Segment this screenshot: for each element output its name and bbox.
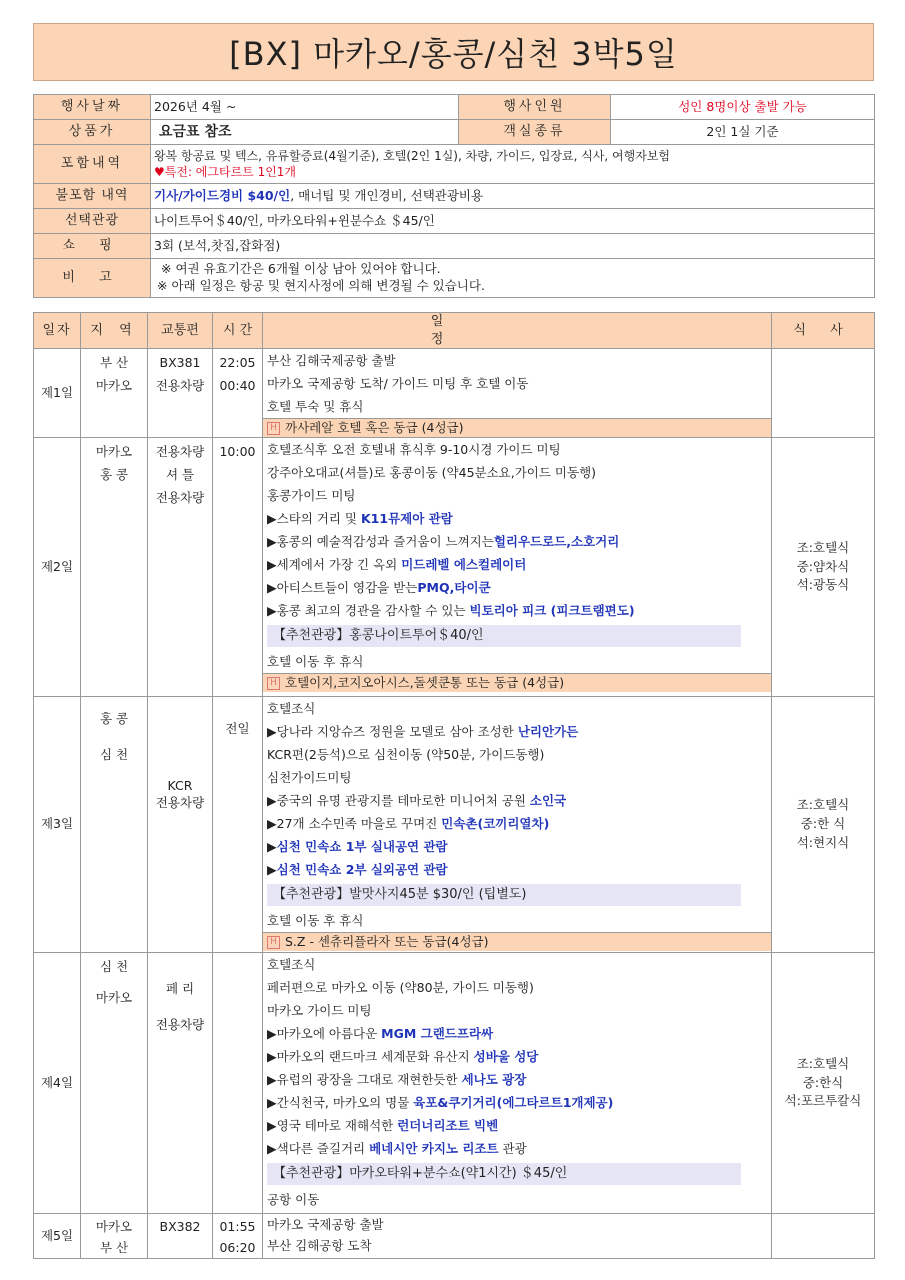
time: 06:20 bbox=[219, 1240, 256, 1256]
header-time: 시 간 bbox=[213, 313, 263, 349]
region: 홍 콩 bbox=[99, 467, 129, 483]
price-value: 요금표 참조 bbox=[151, 120, 459, 145]
schedule-bullet: ▶홍콩의 예술적감성과 즐거움이 느껴지는헐리우드로드,소호거리 bbox=[267, 534, 620, 550]
schedule-line: 강주아오대교(셔틀)로 홍콩이동 (약45분소요,가이드 미동행) bbox=[267, 465, 597, 481]
region-cell bbox=[81, 697, 148, 953]
region: 홍 콩 bbox=[99, 711, 129, 727]
meal: 중:한 식 bbox=[800, 816, 846, 832]
time-cell bbox=[213, 697, 263, 953]
schedule-line: 부산 김해국제공항 출발 bbox=[267, 353, 396, 369]
schedule-cell bbox=[263, 349, 772, 438]
pax-label: 행사인원 bbox=[459, 95, 611, 120]
region: 부 산 bbox=[99, 355, 129, 371]
region: 마카오 bbox=[95, 444, 133, 460]
hotel-icon: H bbox=[267, 677, 280, 690]
region: 심 천 bbox=[99, 959, 129, 975]
note-cell bbox=[151, 259, 875, 298]
transport: BX382 bbox=[159, 1219, 201, 1235]
schedule-line: 호텔조식 bbox=[267, 701, 316, 717]
note-2: ※ 아래 일정은 항공 및 현지사정에 의해 변경될 수 있습니다. bbox=[157, 278, 485, 293]
schedule-line: 호텔 이동 후 휴식 bbox=[267, 913, 364, 929]
meal: 석:포르투칼식 bbox=[784, 1093, 862, 1109]
time: 전일 bbox=[225, 721, 250, 737]
price-label: 상품가 bbox=[34, 120, 151, 145]
note-1: ※ 여권 유효기간은 6개월 이상 남아 있어야 합니다. bbox=[161, 261, 441, 277]
include-cell bbox=[151, 145, 875, 184]
schedule-bullet: ▶당나라 지앙슈즈 정원을 모델로 삼아 조성한 난리안가든 bbox=[267, 724, 579, 740]
meal-cell bbox=[772, 953, 875, 1214]
schedule-line: 공항 이동 bbox=[267, 1192, 320, 1208]
header-region: 지 역 bbox=[81, 313, 148, 349]
transport-cell bbox=[148, 697, 213, 953]
schedule-bullet: ▶스타의 거리 및 K11뮤제아 관람 bbox=[267, 511, 453, 527]
shopping-value: 3회 (보석,찻집,잡화점) bbox=[151, 234, 875, 259]
time: 01:55 bbox=[219, 1219, 256, 1235]
day-row bbox=[34, 1214, 875, 1259]
header-day: 일자 bbox=[34, 313, 81, 349]
day-label: 제4일 bbox=[34, 953, 81, 1214]
exclude-highlight: 기사/가이드경비 $40/인 bbox=[154, 187, 291, 203]
exclude-rest: , 매너팁 및 개인경비, 선택관광비용 bbox=[290, 187, 484, 203]
schedule-bullet: ▶홍콩 최고의 경관을 감사할 수 있는 빅토리아 피크 (피크트램편도) bbox=[267, 603, 635, 619]
room-label: 객실종류 bbox=[459, 120, 611, 145]
meal: 석:광동식 bbox=[796, 577, 850, 593]
hotel-name: S.Z - 센츄리플라자 또는 동급(4성급) bbox=[285, 934, 489, 950]
header-meal: 식 사 bbox=[772, 313, 875, 349]
day-label: 제5일 bbox=[34, 1214, 81, 1259]
date-label: 행사날짜 bbox=[34, 95, 151, 120]
header-schedule: 일 정 bbox=[263, 313, 772, 349]
room-value: 2인 1실 기준 bbox=[611, 120, 875, 145]
recommended-tour: 【추천관광】발맛사지45분 $30/인 (팁별도) bbox=[267, 884, 741, 906]
schedule-line: KCR편(2등석)으로 심천이동 (약50분, 가이드동행) bbox=[267, 747, 545, 763]
include-special: ♥특전: 에그타르트 1인1개 bbox=[154, 165, 297, 179]
day-row bbox=[34, 953, 875, 1214]
transport-cell bbox=[148, 1214, 213, 1259]
hotel-line bbox=[263, 673, 771, 692]
include-value: 왕복 항공료 및 텍스, 유류할증료(4월기준), 호텔(2인 1실), 차량, 가이드, 입장료, 식사, 여행자보험 bbox=[154, 148, 671, 163]
recommended-tour: 【추천관광】홍콩나이트투어＄40/인 bbox=[267, 625, 741, 647]
time-cell bbox=[213, 349, 263, 438]
pax-value: 성인 8명이상 출발 가능 bbox=[611, 95, 875, 120]
option-label: 선택관광 bbox=[34, 209, 151, 234]
hotel-line bbox=[263, 418, 771, 437]
time-cell bbox=[213, 953, 263, 1214]
schedule-line: 마카오 가이드 미팅 bbox=[267, 1003, 372, 1019]
transport: BX381 bbox=[159, 355, 201, 371]
option-value: 나이트투어＄40/인, 마카오타워+윈분수쇼 ＄45/인 bbox=[151, 209, 875, 234]
recommended-tour: 【추천관광】마카오타워+분수쇼(약1시간) ＄45/인 bbox=[267, 1163, 741, 1185]
region-cell bbox=[81, 438, 148, 697]
schedule-line: 호텔 투숙 및 휴식 bbox=[267, 399, 364, 415]
schedule-bullet: ▶심천 민속쇼 2부 실외공연 관람 bbox=[267, 862, 448, 878]
schedule-line: 마카오 국제공항 출발 bbox=[267, 1217, 384, 1233]
exclude-label: 불포함 내역 bbox=[34, 184, 151, 209]
day-row bbox=[34, 438, 875, 697]
transport: 전용차량 bbox=[155, 444, 205, 460]
meal: 조:호텔식 bbox=[796, 1055, 850, 1071]
meal-cell bbox=[772, 438, 875, 697]
meal: 중:얌차식 bbox=[796, 558, 850, 574]
transport-cell bbox=[148, 438, 213, 697]
schedule-cell bbox=[263, 697, 772, 953]
time-cell bbox=[213, 438, 263, 697]
schedule-line: 호텔 이동 후 휴식 bbox=[267, 654, 364, 670]
day-row bbox=[34, 697, 875, 953]
date-value: 2026년 4월 ~ bbox=[151, 95, 459, 120]
schedule-bullet: ▶영국 테마로 재해석한 런더너리조트 빅벤 bbox=[267, 1118, 499, 1134]
region-cell bbox=[81, 349, 148, 438]
schedule-bullet: ▶아티스트들이 영감을 받는PMQ,타이쿤 bbox=[267, 580, 491, 596]
time: 10:00 bbox=[219, 444, 256, 460]
transport: 전용차량 bbox=[155, 1017, 205, 1033]
schedule-line: 호텔조식 bbox=[267, 957, 316, 973]
info-table bbox=[33, 94, 875, 298]
transport: 전용차량 bbox=[155, 794, 205, 810]
meal: 조:호텔식 bbox=[796, 797, 850, 813]
region-cell bbox=[81, 953, 148, 1214]
page-title: [BX] 마카오/홍콩/심천 3박5일 bbox=[33, 23, 874, 81]
region: 마카오 bbox=[95, 990, 133, 1006]
meal-cell bbox=[772, 349, 875, 438]
schedule-bullet: ▶27개 소수민족 마을로 꾸며진 민속촌(코끼리열차) bbox=[267, 816, 550, 832]
transport: 전용차량 bbox=[155, 378, 205, 394]
schedule-cell bbox=[263, 1214, 772, 1259]
itinerary-table bbox=[33, 312, 875, 1259]
transport-cell bbox=[148, 349, 213, 438]
schedule-bullet: ▶심천 민속쇼 1부 실내공연 관람 bbox=[267, 839, 448, 855]
transport: 페 리 bbox=[165, 981, 195, 997]
schedule-bullet: ▶색다른 즐길거리 베네시안 카지노 리조트 관광 bbox=[267, 1141, 527, 1157]
schedule-bullet: ▶유럽의 광장을 그대로 재현한듯한 세나도 광장 bbox=[267, 1072, 527, 1088]
region: 마카오 bbox=[95, 1219, 133, 1235]
hotel-name: 까사레알 호텔 혹은 동급 (4성급) bbox=[285, 420, 464, 436]
day-label: 제1일 bbox=[34, 349, 81, 438]
schedule-bullet: ▶마카오에 아름다운 MGM 그랜드프라싸 bbox=[267, 1026, 494, 1042]
schedule-bullet: ▶간식천국, 마카오의 명물 육포&쿠기거리(에그타르트1개제공) bbox=[267, 1095, 614, 1111]
region: 심 천 bbox=[99, 747, 129, 763]
meal: 조:호텔식 bbox=[796, 539, 850, 555]
hotel-icon: H bbox=[267, 936, 280, 949]
day-row bbox=[34, 349, 875, 438]
schedule-line: 부산 김해공항 도착 bbox=[267, 1238, 372, 1254]
time-cell bbox=[213, 1214, 263, 1259]
time: 22:05 bbox=[219, 355, 256, 371]
transport-cell bbox=[148, 953, 213, 1214]
region-cell bbox=[81, 1214, 148, 1259]
meal-cell bbox=[772, 1214, 875, 1259]
note-label: 비 고 bbox=[34, 259, 151, 298]
transport: 셔 틀 bbox=[165, 467, 195, 483]
region: 마카오 bbox=[95, 378, 133, 394]
hotel-line bbox=[263, 932, 771, 951]
schedule-cell bbox=[263, 953, 772, 1214]
meal-cell bbox=[772, 697, 875, 953]
region: 부 산 bbox=[99, 1240, 129, 1256]
shopping-label: 쇼 핑 bbox=[34, 234, 151, 259]
schedule-line: 홍콩가이드 미팅 bbox=[267, 488, 356, 504]
schedule-line: 호텔조식후 오전 호텔내 휴식후 9-10시경 가이드 미팅 bbox=[267, 442, 561, 458]
exclude-cell bbox=[151, 184, 875, 209]
schedule-cell bbox=[263, 438, 772, 697]
include-label: 포함내역 bbox=[34, 145, 151, 184]
day-label: 제3일 bbox=[34, 697, 81, 953]
schedule-line: 페러편으로 마카오 이동 (약80분, 가이드 미동행) bbox=[267, 980, 534, 996]
meal: 석:현지식 bbox=[796, 834, 850, 850]
meal: 중:한식 bbox=[802, 1074, 844, 1090]
transport: 전용차량 bbox=[155, 490, 205, 506]
schedule-line: 심천가이드미팅 bbox=[267, 770, 352, 786]
schedule-bullet: ▶마카오의 랜드마크 세계문화 유산지 성바울 성당 bbox=[267, 1049, 539, 1065]
schedule-bullet: ▶중국의 유명 관광지를 테마로한 미니어처 공원 소인국 bbox=[267, 793, 567, 809]
hotel-icon: H bbox=[267, 422, 280, 435]
transport: KCR bbox=[167, 777, 193, 793]
header-transport: 교통편 bbox=[148, 313, 213, 349]
schedule-bullet: ▶세계에서 가장 긴 옥외 미드레벨 에스컬레이터 bbox=[267, 557, 527, 573]
day-label: 제2일 bbox=[34, 438, 81, 697]
schedule-line: 마카오 국제공항 도착/ 가이드 미팅 후 호텔 이동 bbox=[267, 376, 529, 392]
hotel-name: 호텔이지,코지오아시스,돌셋쿤통 또는 동급 (4성급) bbox=[285, 675, 565, 691]
time: 00:40 bbox=[219, 378, 256, 394]
